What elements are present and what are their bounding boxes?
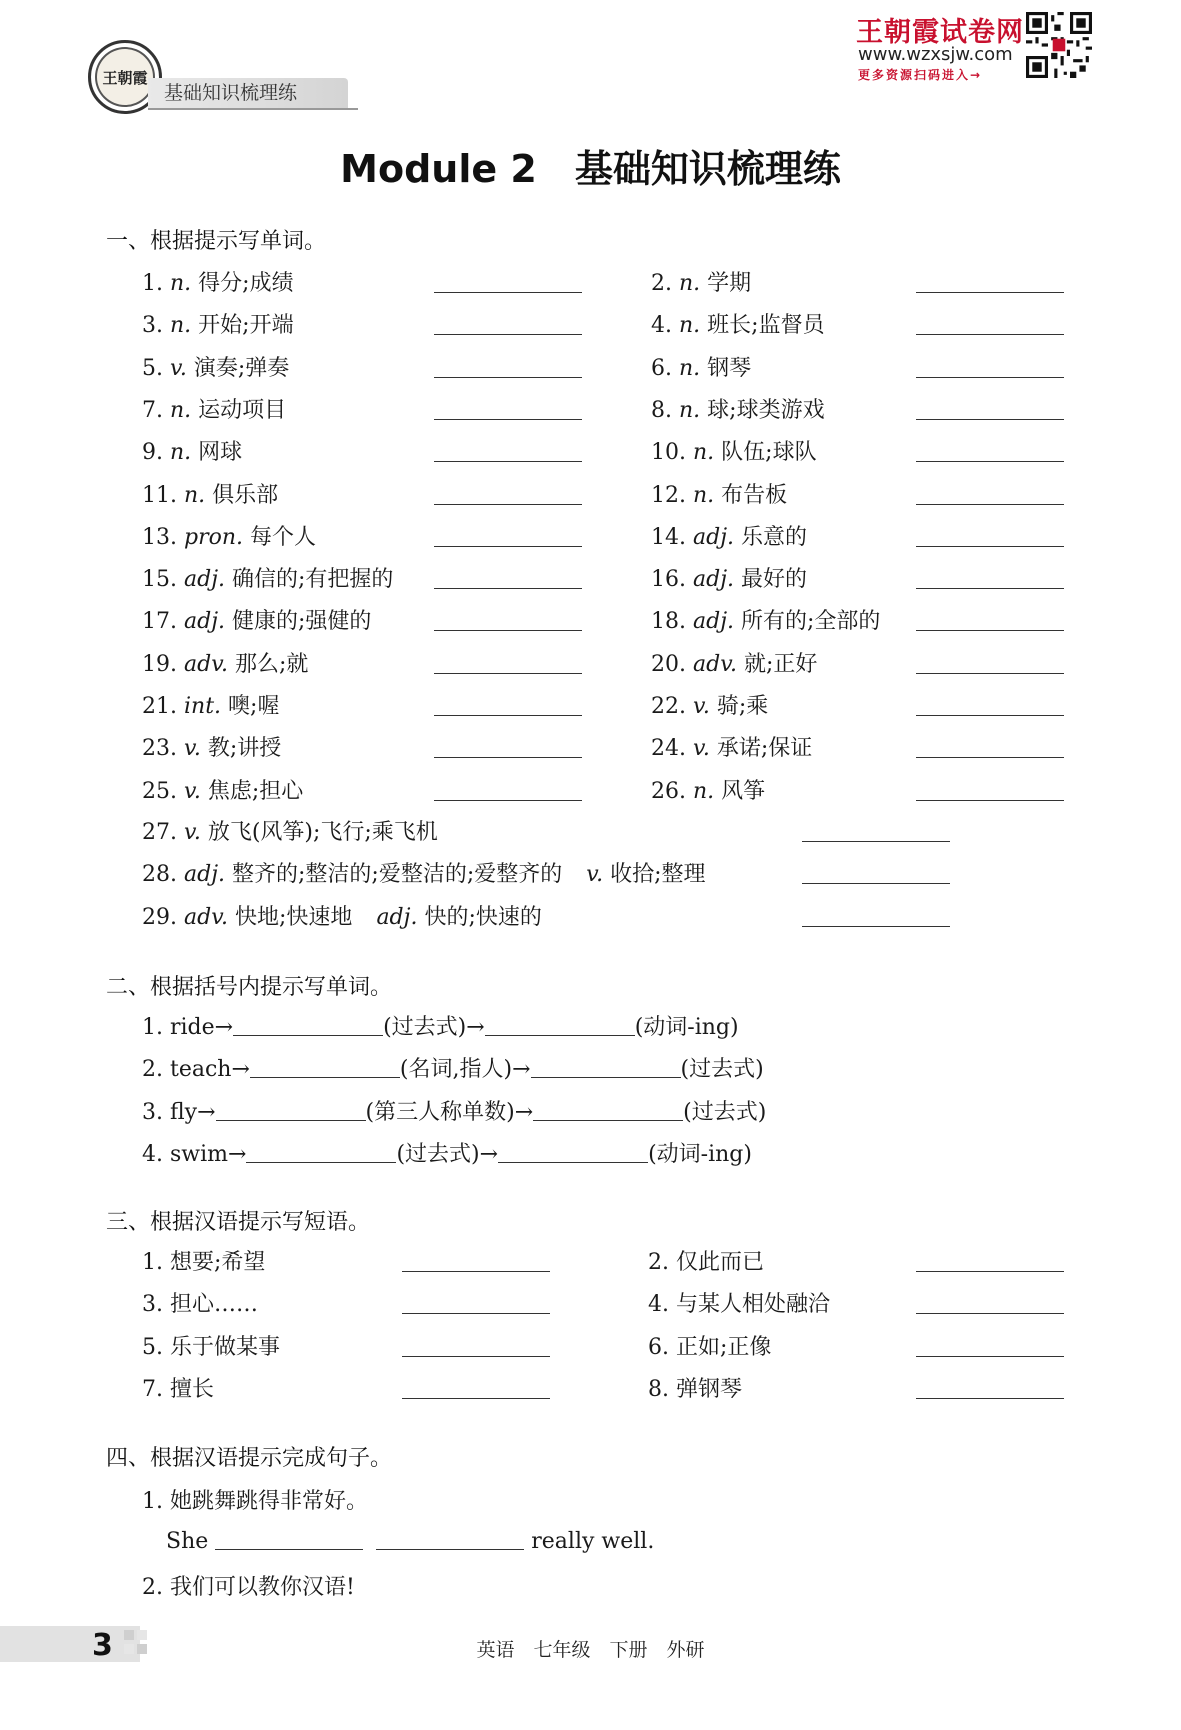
item-number: 17.	[142, 609, 177, 635]
transform-item	[142, 1052, 764, 1083]
word-item	[651, 308, 825, 339]
part-of-speech: pron.	[184, 524, 244, 550]
part-of-speech: n.	[679, 397, 701, 423]
item-hint: 钢琴	[707, 355, 752, 381]
word-item	[651, 774, 765, 805]
word-item	[651, 647, 817, 678]
answer-blank[interactable]	[531, 1055, 681, 1078]
item-hint: 噢;喔	[228, 694, 280, 719]
base-word: fly→	[170, 1099, 216, 1125]
answer-blank[interactable]	[376, 1527, 524, 1550]
item-hint: 乐意的	[741, 524, 808, 550]
answer-blank[interactable]	[434, 630, 582, 631]
answer-blank[interactable]	[402, 1313, 550, 1314]
item-hint: 焦虑;担心	[207, 778, 304, 804]
item-hint: 放飞(风筝);飞行;乘飞机	[207, 820, 438, 845]
answer-blank[interactable]	[215, 1527, 363, 1550]
item-hint: 每个人	[250, 524, 317, 550]
item-hint: 健康的;强健的	[232, 609, 372, 635]
section-heading-2: 二、根据括号内提示写单词。	[106, 975, 393, 1000]
part-of-speech: n.	[184, 482, 206, 508]
part-of-speech: adv.	[184, 904, 229, 930]
word-item	[142, 731, 281, 762]
item-hint: 运动项目	[198, 397, 287, 423]
answer-blank[interactable]	[916, 419, 1064, 420]
sentence-end: really well.	[531, 1529, 655, 1554]
word-item	[142, 266, 294, 297]
word-item	[142, 562, 393, 593]
item-number: 25.	[142, 778, 177, 804]
phrase-item	[142, 1330, 280, 1361]
answer-blank[interactable]	[434, 419, 582, 420]
item-hint: 骑;乘	[716, 694, 769, 719]
sentence-item-2-cn	[142, 1570, 355, 1601]
word-item	[651, 266, 751, 297]
sentence-item-1-cn	[142, 1484, 368, 1515]
answer-blank[interactable]	[402, 1271, 550, 1272]
item-number: 20.	[651, 651, 686, 677]
answer-blank[interactable]	[916, 1356, 1064, 1357]
transform-item	[142, 1010, 739, 1041]
item-number: 1.	[142, 1250, 163, 1275]
form-hint-1: (第三人称单数)→	[365, 1099, 534, 1125]
answer-blank[interactable]	[916, 377, 1064, 378]
part-of-speech: n.	[679, 313, 701, 339]
item-number: 1.	[142, 1015, 163, 1040]
item-hint: 所有的;全部的	[741, 609, 881, 635]
word-item-wide	[142, 857, 706, 888]
item-number: 4.	[648, 1292, 669, 1318]
transform-item	[142, 1137, 752, 1168]
phrase-item	[648, 1245, 764, 1276]
item-chinese: 她跳舞跳得非常好。	[170, 1489, 369, 1514]
part-of-speech: adj.	[693, 524, 735, 550]
form-hint-1: (过去式)→	[396, 1141, 499, 1167]
part-of-speech: v.	[184, 820, 201, 845]
part-of-speech: v.	[693, 694, 710, 719]
item-number: 12.	[651, 482, 686, 508]
answer-blank[interactable]	[434, 546, 582, 547]
item-number: 21.	[142, 694, 177, 719]
answer-blank[interactable]	[434, 504, 582, 505]
answer-blank[interactable]	[916, 1271, 1064, 1272]
form-hint-2: (过去式)	[683, 1099, 767, 1125]
item-number: 2.	[142, 1575, 163, 1600]
item-number: 26.	[651, 778, 686, 804]
answer-blank[interactable]	[916, 1398, 1064, 1399]
word-item	[142, 478, 278, 509]
word-item	[142, 351, 289, 382]
part-of-speech: v.	[184, 778, 201, 804]
base-word: ride→	[170, 1015, 234, 1040]
form-hint-1: (名词,指人)→	[399, 1057, 531, 1083]
part-of-speech: adj.	[184, 862, 226, 888]
item-number: 14.	[651, 524, 686, 550]
item-chinese: 我们可以教你汉语!	[170, 1575, 355, 1600]
part-of-speech: n.	[170, 313, 192, 339]
footer-book-info: 英语 七年级 下册 外研	[476, 1639, 705, 1661]
transform-item	[142, 1095, 766, 1126]
item-hint: 俱乐部	[212, 482, 279, 508]
item-hint: 球;球类游戏	[707, 397, 825, 423]
item-hint: 就;正好	[744, 651, 818, 677]
phrase-item	[648, 1372, 742, 1403]
answer-blank[interactable]	[402, 1356, 550, 1357]
item-number: 16.	[651, 567, 686, 593]
word-item	[142, 393, 286, 424]
word-item	[142, 647, 308, 678]
answer-blank[interactable]	[802, 883, 950, 884]
answer-blank[interactable]	[802, 841, 950, 842]
item-number: 29.	[142, 904, 177, 930]
phrase-item	[142, 1372, 214, 1403]
item-hint: 弹钢琴	[676, 1376, 743, 1402]
base-word: swim→	[170, 1141, 247, 1167]
item-number: 9.	[142, 440, 163, 466]
word-item-wide	[142, 815, 438, 846]
word-item	[651, 478, 787, 509]
part-of-speech: v.	[170, 355, 187, 381]
answer-blank[interactable]	[250, 1055, 400, 1078]
item-number: 24.	[651, 736, 686, 762]
answer-blank[interactable]	[916, 630, 1064, 631]
item-number: 13.	[142, 524, 177, 550]
item-number: 6.	[648, 1334, 669, 1360]
item-hint: 那么;就	[235, 651, 309, 677]
item-hint: 乐于做某事	[170, 1334, 281, 1360]
word-item	[142, 604, 371, 635]
item-hint: 演奏;弹奏	[193, 355, 290, 381]
part-of-speech: n.	[679, 355, 701, 381]
item-hint-2: 快的;快速的	[424, 904, 542, 930]
answer-blank[interactable]	[434, 334, 582, 335]
brand-scan-prompt: 更多资源扫码进入→	[858, 68, 983, 82]
item-number: 27.	[142, 820, 177, 845]
item-number: 2.	[142, 1057, 163, 1083]
item-number: 11.	[142, 482, 177, 508]
item-hint: 风筝	[721, 778, 766, 804]
item-hint: 担心……	[170, 1292, 259, 1318]
phrase-item	[142, 1245, 265, 1276]
answer-blank[interactable]	[434, 292, 582, 293]
answer-blank[interactable]	[916, 588, 1064, 589]
answer-blank[interactable]	[485, 1013, 635, 1036]
part-of-speech: adj.	[184, 567, 226, 593]
item-number: 3.	[142, 313, 163, 339]
part-of-speech: adj.	[184, 609, 226, 635]
word-item	[651, 351, 751, 382]
item-number: 8.	[648, 1376, 669, 1402]
answer-blank[interactable]	[246, 1140, 396, 1163]
item-hint: 确信的;有把握的	[232, 567, 394, 593]
answer-blank[interactable]	[233, 1013, 383, 1036]
item-hint: 得分;成绩	[198, 271, 294, 296]
item-number: 23.	[142, 736, 177, 762]
item-number: 4.	[651, 313, 672, 339]
section-label: 基础知识梳理练	[148, 78, 348, 108]
answer-blank[interactable]	[916, 461, 1064, 462]
part-of-speech: n.	[679, 271, 701, 296]
page-number: 3	[92, 1628, 113, 1663]
form-hint-1: (过去式)→	[383, 1015, 485, 1040]
section-heading-4: 四、根据汉语提示完成句子。	[106, 1446, 393, 1471]
part-of-speech: n.	[170, 271, 192, 296]
form-hint-2: (动词-ing)	[648, 1141, 752, 1167]
answer-blank[interactable]	[434, 757, 582, 758]
word-item	[651, 689, 768, 720]
item-number: 6.	[651, 355, 672, 381]
brand-url[interactable]: www.wzxsjw.com	[858, 44, 1013, 65]
item-number: 10.	[651, 440, 686, 466]
item-hint: 最好的	[741, 567, 808, 593]
header-divider	[148, 108, 358, 110]
item-number: 2.	[651, 271, 672, 296]
item-number: 22.	[651, 694, 686, 719]
answer-blank[interactable]	[434, 461, 582, 462]
word-item	[651, 604, 880, 635]
base-word: teach→	[170, 1057, 250, 1083]
brand-name: 王朝霞试卷网	[856, 17, 1024, 48]
part-of-speech: n.	[693, 482, 715, 508]
item-number: 19.	[142, 651, 177, 677]
word-item	[651, 435, 817, 466]
part-of-speech: adj.	[693, 567, 735, 593]
item-hint: 承诺;保证	[716, 736, 813, 762]
answer-blank[interactable]	[916, 800, 1064, 801]
item-hint: 与某人相处融洽	[676, 1292, 831, 1318]
item-hint: 班长;监督员	[707, 313, 825, 339]
item-number: 2.	[648, 1250, 669, 1275]
answer-blank[interactable]	[916, 757, 1064, 758]
part-of-speech: v.	[693, 736, 710, 762]
phrase-item	[648, 1330, 771, 1361]
item-hint: 正如;正像	[676, 1334, 772, 1360]
part-of-speech-2: adj.	[376, 904, 418, 930]
item-hint-2: 收拾;整理	[610, 862, 706, 888]
part-of-speech-2: v.	[586, 862, 604, 888]
section-heading-1: 一、根据提示写单词。	[106, 229, 327, 254]
item-number: 8.	[651, 397, 672, 423]
answer-blank[interactable]	[216, 1098, 366, 1121]
answer-blank[interactable]	[916, 715, 1064, 716]
item-number: 1.	[142, 271, 163, 296]
item-hint: 队伍;球队	[721, 440, 817, 466]
answer-blank[interactable]	[533, 1098, 683, 1121]
item-hint: 快地;快速地	[235, 904, 353, 930]
answer-blank[interactable]	[434, 377, 582, 378]
section-heading-3: 三、根据汉语提示写短语。	[106, 1210, 371, 1235]
item-hint: 想要;希望	[170, 1250, 266, 1275]
answer-blank[interactable]	[916, 1313, 1064, 1314]
word-item	[142, 774, 303, 805]
item-hint: 布告板	[721, 482, 788, 508]
part-of-speech: int.	[184, 694, 222, 719]
word-item	[651, 520, 807, 551]
form-hint-2: (过去式)	[680, 1057, 764, 1083]
item-number: 4.	[142, 1141, 163, 1167]
item-number: 3.	[142, 1099, 163, 1125]
phrase-item	[142, 1287, 258, 1318]
item-number: 18.	[651, 609, 686, 635]
word-item	[651, 731, 812, 762]
part-of-speech: n.	[170, 440, 192, 466]
item-hint: 网球	[198, 440, 243, 466]
answer-blank[interactable]	[916, 504, 1064, 505]
answer-blank[interactable]	[916, 292, 1064, 293]
item-hint: 仅此而已	[676, 1250, 765, 1275]
word-item	[651, 393, 825, 424]
phrase-item	[648, 1287, 830, 1318]
item-hint: 开始;开端	[198, 313, 294, 339]
part-of-speech: adj.	[693, 609, 735, 635]
item-number: 7.	[142, 397, 163, 423]
item-number: 3.	[142, 1292, 163, 1318]
answer-blank[interactable]	[802, 926, 950, 927]
word-item-wide	[142, 900, 542, 931]
part-of-speech: adv.	[184, 651, 229, 677]
item-hint: 整齐的;整洁的;爱整洁的;爱整齐的	[232, 862, 563, 888]
page-title: Module 2 基础知识梳理练	[340, 147, 841, 191]
logo-text: 王朝霞	[102, 68, 148, 87]
word-item	[142, 435, 242, 466]
answer-blank[interactable]	[434, 673, 582, 674]
answer-blank[interactable]	[434, 800, 582, 801]
answer-blank[interactable]	[916, 673, 1064, 674]
qr-code-icon[interactable]	[1026, 12, 1092, 78]
word-item	[651, 562, 807, 593]
item-hint: 擅长	[170, 1376, 215, 1402]
part-of-speech: n.	[693, 778, 715, 804]
word-item	[142, 308, 294, 339]
answer-blank[interactable]	[434, 715, 582, 716]
part-of-speech: n.	[170, 397, 192, 423]
form-hint-2: (动词-ing)	[634, 1015, 739, 1040]
answer-blank[interactable]	[402, 1398, 550, 1399]
item-number: 5.	[142, 355, 163, 381]
item-number: 1.	[142, 1489, 163, 1514]
part-of-speech: n.	[693, 440, 715, 466]
item-hint: 教;讲授	[207, 736, 282, 762]
word-item	[142, 520, 316, 551]
sentence-item-1-en	[166, 1527, 654, 1554]
item-number: 5.	[142, 1334, 163, 1360]
word-item	[142, 689, 279, 720]
part-of-speech: v.	[184, 736, 201, 762]
answer-blank[interactable]	[434, 588, 582, 589]
item-number: 28.	[142, 862, 177, 888]
part-of-speech: adv.	[693, 651, 738, 677]
answer-blank[interactable]	[498, 1140, 648, 1163]
item-number: 15.	[142, 567, 177, 593]
answer-blank[interactable]	[916, 546, 1064, 547]
answer-blank[interactable]	[916, 334, 1064, 335]
sentence-start: She	[166, 1529, 209, 1554]
item-hint: 学期	[707, 271, 752, 296]
item-number: 7.	[142, 1376, 163, 1402]
